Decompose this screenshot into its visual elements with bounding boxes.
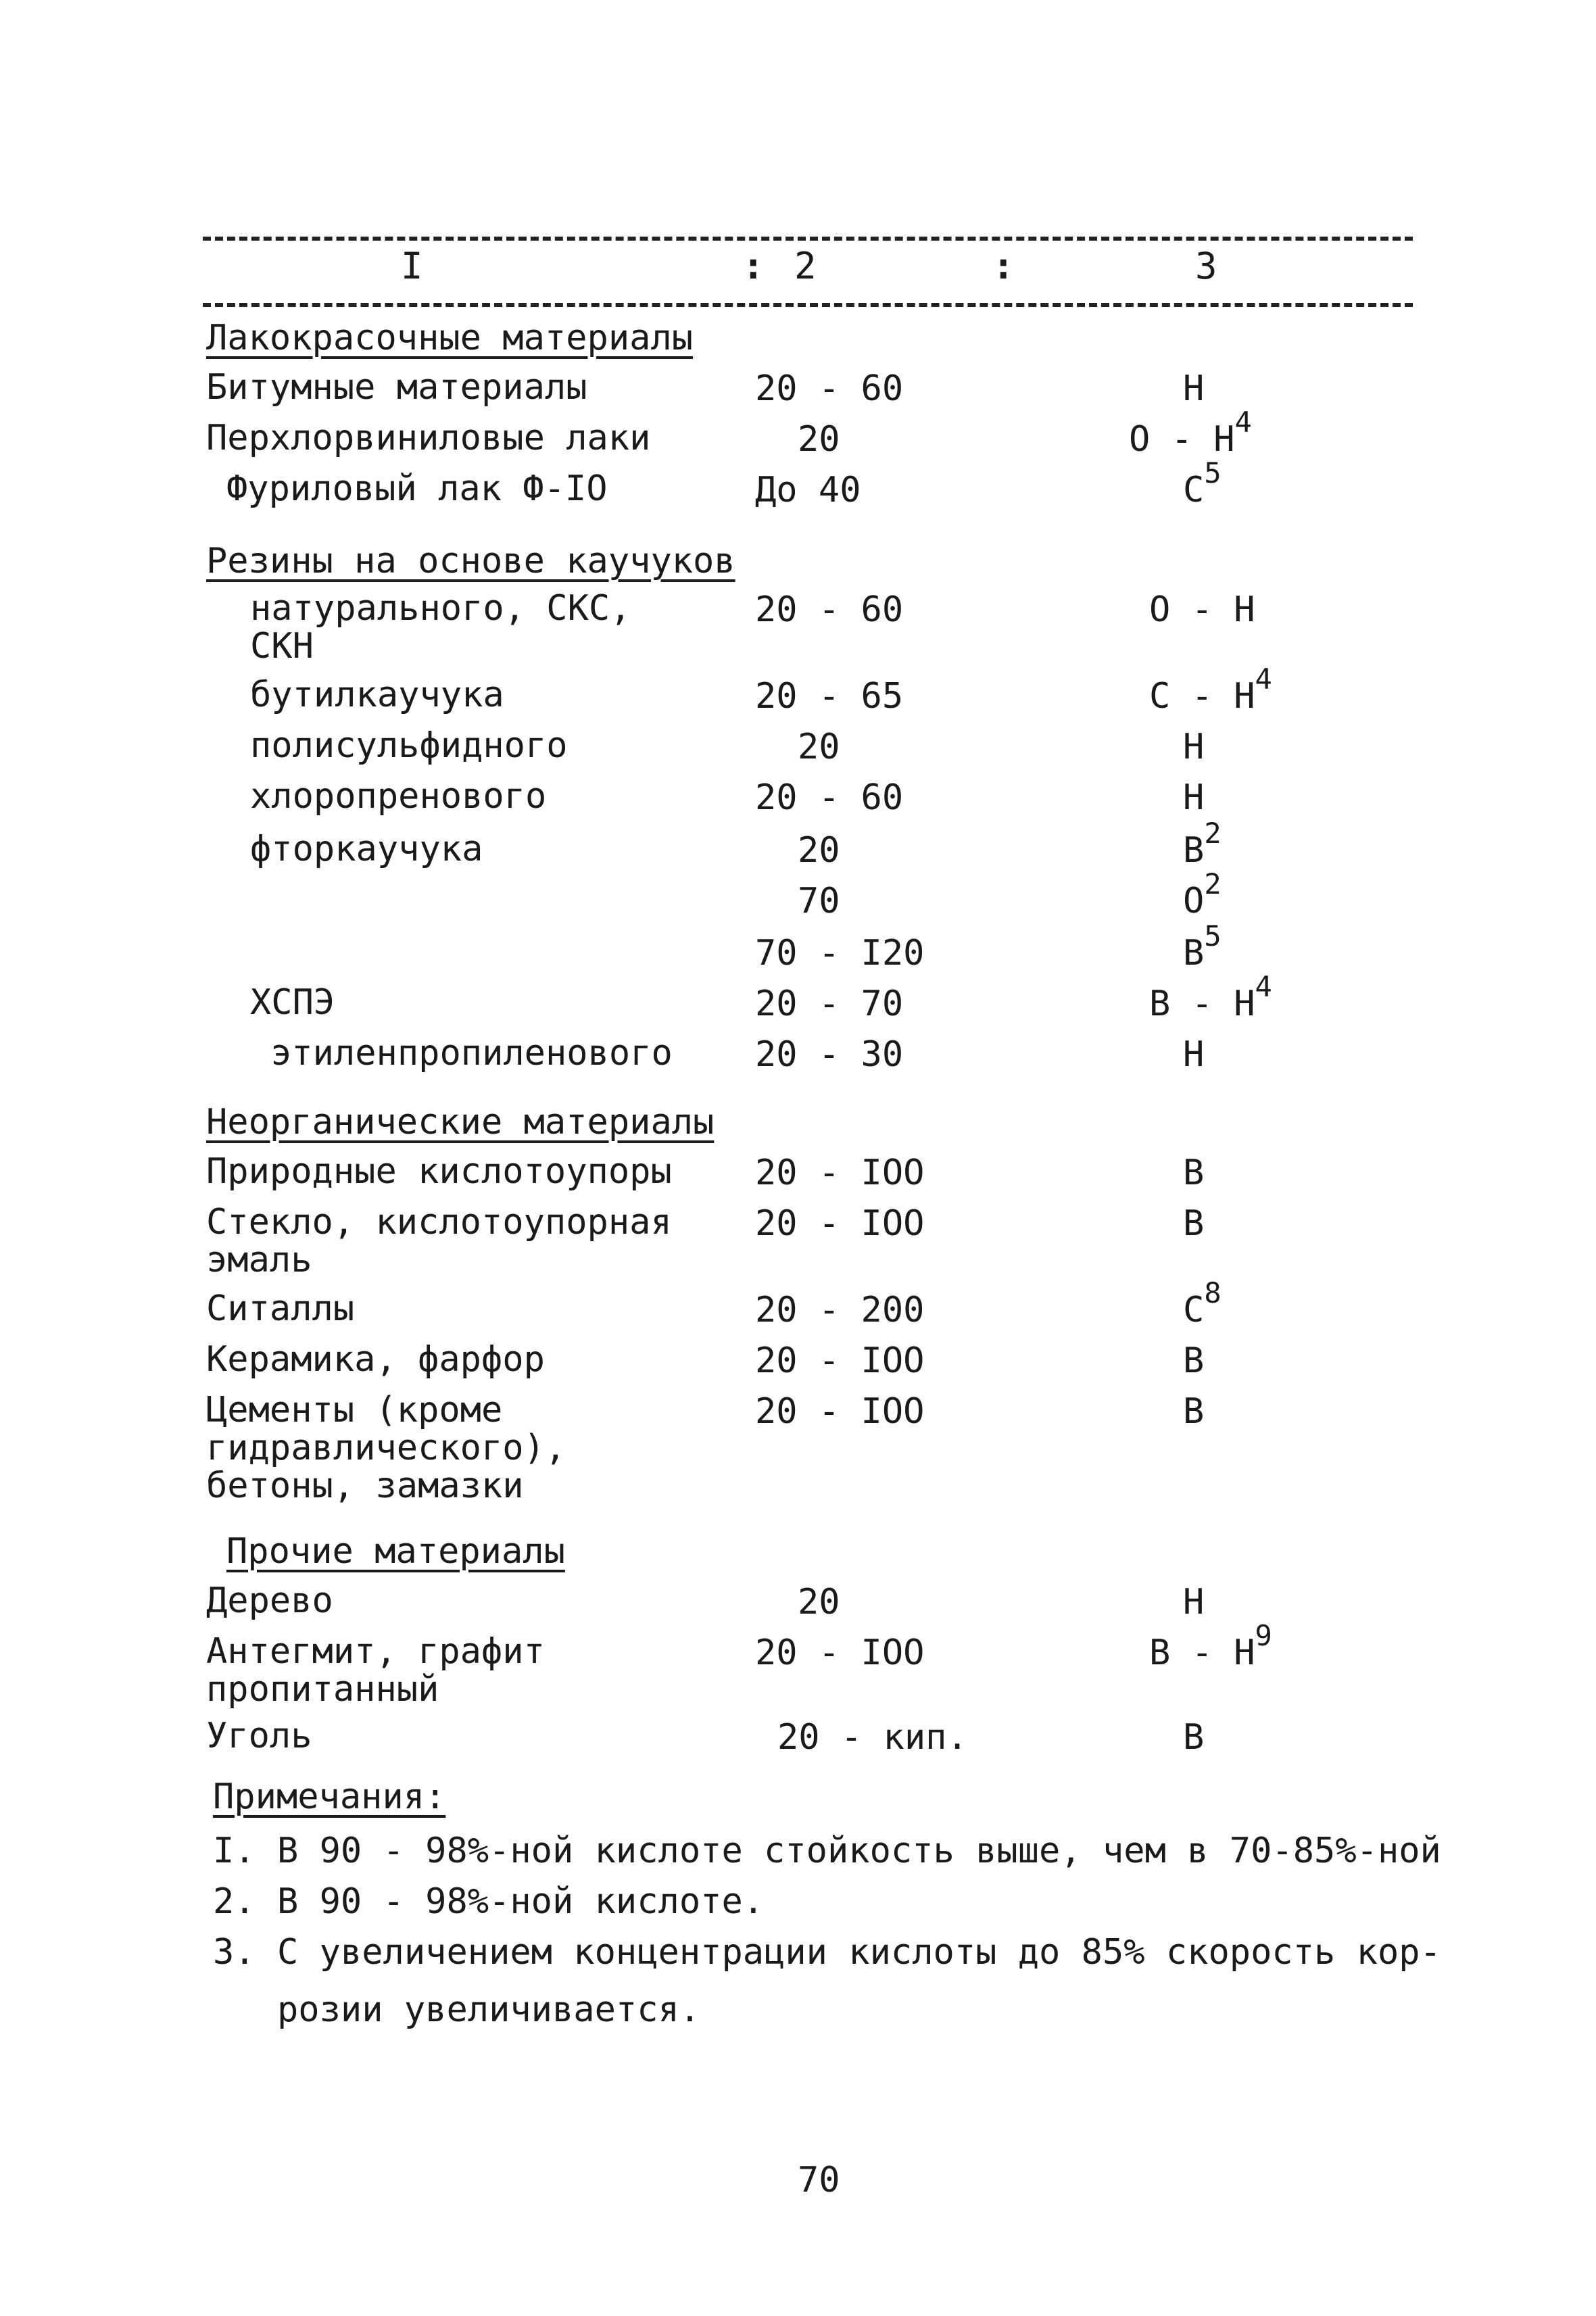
note-item [213,1881,764,1922]
material-name: Дерево [206,1581,333,1621]
material-name: Ситаллы [206,1288,355,1329]
resistance: Н [1183,1582,1205,1622]
temperature: 20 [798,727,840,767]
header-top-rule [203,237,1413,241]
resistance: $В^2$ [1183,817,1222,871]
header-col3: 3 [1195,245,1217,287]
temperature: До 40 [755,470,861,510]
resistance: $С^5$ [1183,456,1222,510]
header-col2: 2 [794,245,817,287]
resistance: Н [1183,727,1205,767]
material-name: Стекло, кислотоупорная эмаль [206,1202,672,1280]
temperature: 20 - 70 [755,984,904,1024]
header-sep-2: : [992,245,1015,287]
note-text: В 90 - 98%-ной кислоте стойкость выше, чем в 70-85%-ной [277,1831,1441,1871]
material-name: бутилкаучука [250,675,504,715]
header-bottom-rule [203,303,1413,307]
temperature: 20 - 60 [755,589,904,630]
header-col1: I [401,245,423,287]
notes-title: Примечания: [213,1777,446,1817]
resistance: В - $Н^4$ [1149,970,1272,1024]
material-name: этиленпропиленового [270,1033,673,1073]
resistance: В [1183,1717,1205,1758]
note-number: 3. [213,1932,256,1973]
temperature: 20 - 65 [755,676,904,717]
note-item [213,1831,1441,1871]
resistance: Н [1183,368,1205,409]
material-name: натурального, СКС, СКН [250,588,631,667]
resistance: $С^8$ [1183,1276,1222,1330]
note-text: В 90 - 98%-ной кислоте. [277,1881,765,1922]
resistance: В [1183,1203,1205,1244]
material-name: Уголь [206,1716,312,1756]
temperature: 20 - 60 [755,777,904,818]
material-name: полисульфидного [250,725,568,766]
note-text: С увеличением концентрации кислоты до 85% скорость кор- [277,1932,1441,1973]
note-number: I. [213,1831,256,1871]
material-name: Перхлорвиниловые лаки [206,418,651,458]
section-title: Прочие материалы [226,1531,565,1572]
material-name: фторкаучука [250,829,483,869]
material-name: хлоропренового [250,776,547,817]
material-name: Антегмит, графит пропитанный [206,1631,545,1710]
resistance: $О^2$ [1183,867,1222,921]
page-number: 70 [798,2160,840,2200]
resistance: Н [1183,777,1205,818]
material-name: Битумные материалы [206,367,587,408]
material-name: ХСПЭ [250,982,335,1023]
header-sep-1: : [742,245,765,287]
resistance: $В^5$ [1183,919,1222,973]
temperature: 20 - IOO [755,1153,925,1193]
resistance: Н [1183,1034,1205,1075]
resistance: В [1183,1153,1205,1193]
note-number: 2. [213,1881,256,1922]
temperature: 20 [798,830,840,871]
temperature: 20 - кип. [777,1717,968,1758]
temperature: 20 - 60 [755,368,904,409]
section-title: Резины на основе каучуков [206,541,735,581]
temperature: 20 [798,1582,840,1622]
temperature: 70 [798,881,840,921]
resistance: О - Н [1149,589,1255,630]
temperature: 20 - IOO [755,1341,925,1381]
resistance: С - $Н^4$ [1149,662,1272,717]
temperature: 20 - IOO [755,1633,925,1673]
temperature: 20 - 200 [755,1290,925,1330]
material-name: Природные кислотоупоры [206,1151,672,1192]
note-item [213,1932,1441,1973]
material-name: Керамика, фарфор [206,1339,545,1380]
resistance: В [1183,1341,1205,1381]
temperature: 20 [798,419,840,460]
temperature: 20 - IOO [755,1391,925,1432]
temperature: 20 - IOO [755,1203,925,1244]
note-text-continuation: розии увеличивается. [277,1989,701,2030]
resistance: В [1183,1391,1205,1432]
resistance: О - $Н^4$ [1129,406,1252,460]
material-name: Цементы (кроме гидравлического), бетоны, замазки [206,1390,566,1506]
material-name: Фуриловый лак Ф-IO [226,468,608,509]
resistance: В - $Н^9$ [1149,1619,1272,1673]
section-title: Неорганические материалы [206,1102,715,1142]
section-title: Лакокрасочные материалы [206,318,694,358]
temperature: 20 - 30 [755,1034,904,1075]
temperature: 70 - I20 [755,933,925,973]
